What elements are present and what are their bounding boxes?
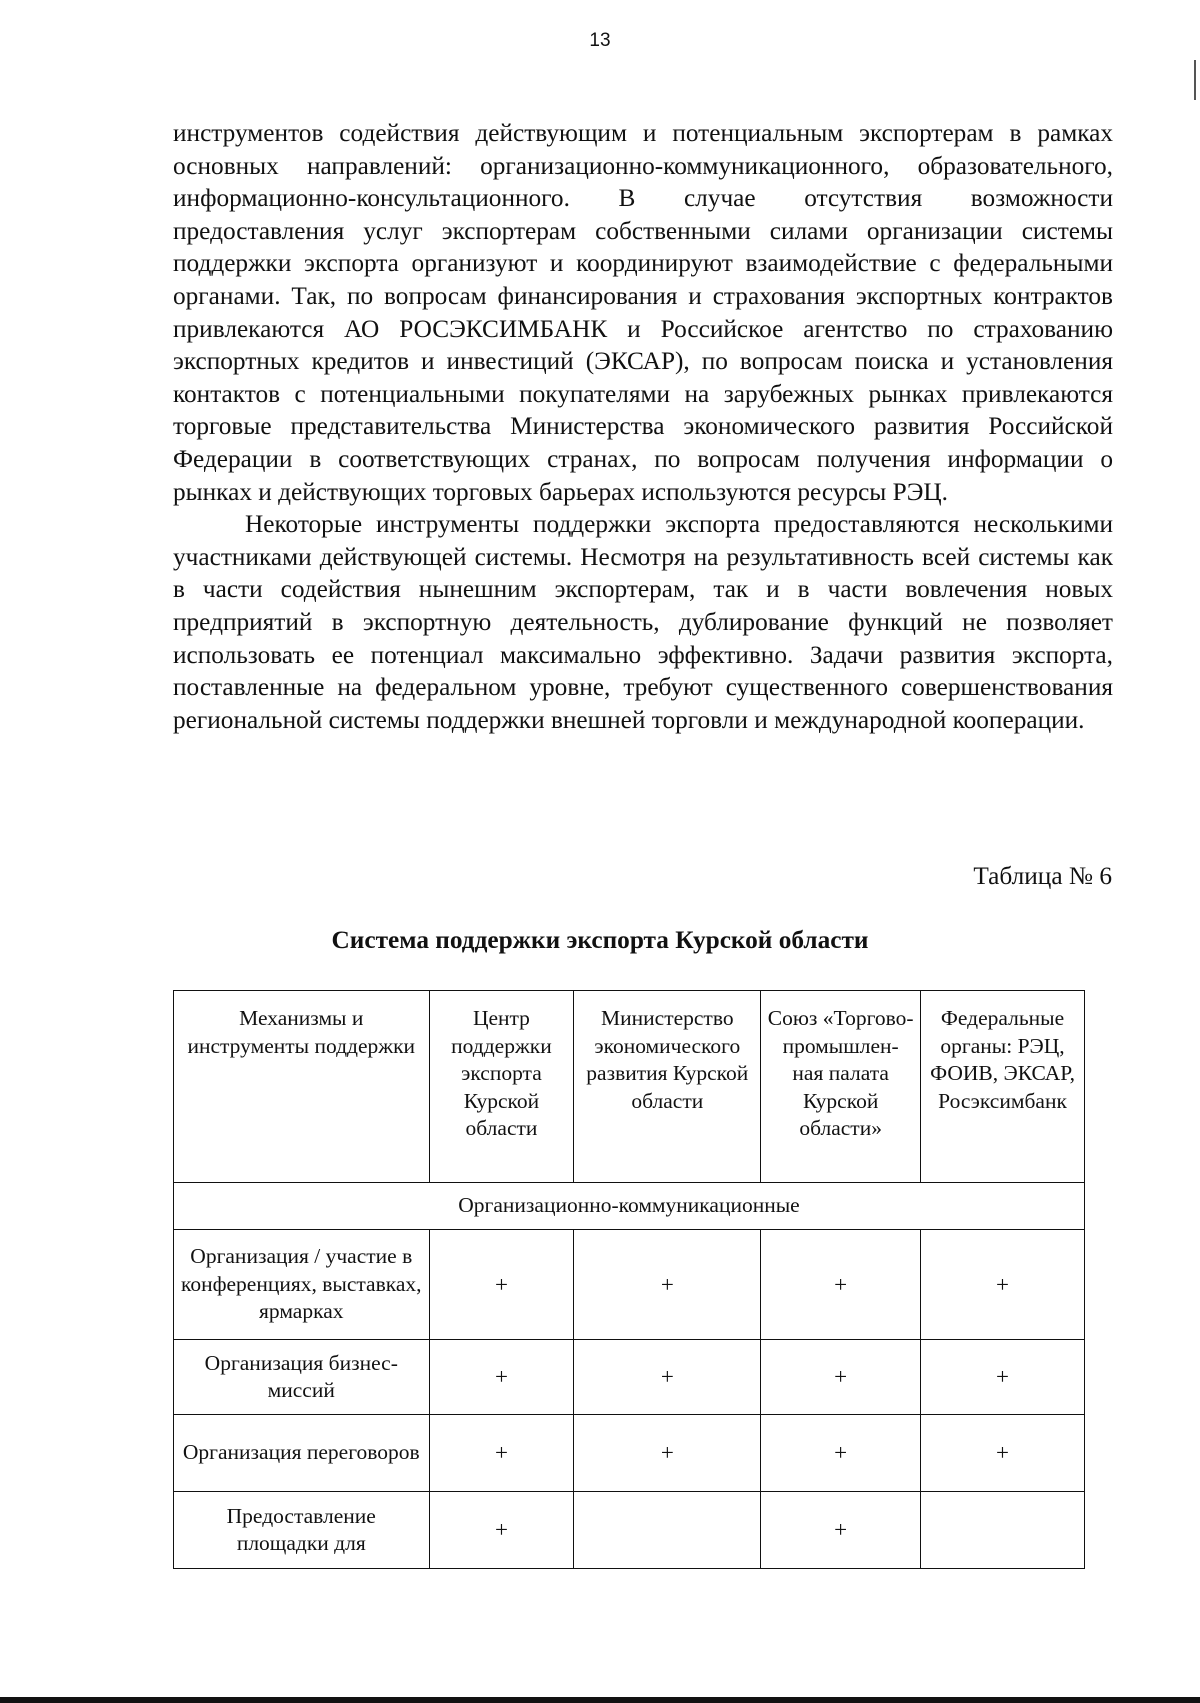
table-cell: + xyxy=(574,1415,761,1492)
table-row xyxy=(174,1230,1085,1340)
table-label: Таблица № 6 xyxy=(973,862,1112,890)
scan-bottom-edge xyxy=(0,1697,1200,1703)
scan-edge-mark xyxy=(1194,60,1196,100)
paragraph-1: инструментов содействия действующим и потенциальным экспортерам в рамках основных направлений: организационно-коммуникационного, образовательного, информационно-консультационного. В случае отсутствия возможности предоставления услуг экспортерам собственными силами организации системы поддержки экспорта организуют и координируют взаимодействие с федеральными органами. Так, по вопросам финансирования и страхования экспортных контрактов привлекаются АО РОСЭКСИМБАНК и Российское агентство по страхованию экспортных кредитов и инвестиций (ЭКСАР), по вопросам поиска и установления контактов с потенциальными покупателями на зарубежных рынках привлекаются торговые представительства Министерства экономического развития Российской Федерации в соответствующих странах, по вопросам получения информации о рынках и действующих торговых барьерах используются ресурсы РЭЦ. xyxy=(173,119,1113,506)
body-text xyxy=(173,117,1113,736)
header-export-center: Центр поддержки экспорта Курской области xyxy=(429,991,574,1183)
row-label: Предоставление площадки для xyxy=(174,1492,430,1569)
table-cell: + xyxy=(429,1415,574,1492)
table-cell: + xyxy=(921,1230,1085,1340)
table-title: Система поддержки экспорта Курской области xyxy=(331,926,869,954)
table-cell: + xyxy=(429,1340,574,1415)
paragraph-2: Некоторые инструменты поддержки экспорта предоставляются несколькими участниками действующей системы. Несмотря на результативность всей системы как в части содействия нынешним экспортерам, так и в части вовлечения новых предприятий в экспортную деятельность, дублирование функций не позволяет использовать ее потенциал максимально эффективно. Задачи развития экспорта, поставленные на федеральном уровне, требуют существенного совершенствования региональной системы поддержки внешней торговли и международной кооперации. xyxy=(173,510,1113,734)
table-cell: + xyxy=(761,1415,921,1492)
table-header-row xyxy=(174,991,1085,1183)
table-row xyxy=(174,1492,1085,1569)
row-label: Организация бизнес-миссий xyxy=(174,1340,430,1415)
section-title: Организационно-коммуникационные xyxy=(174,1183,1085,1230)
table-cell xyxy=(574,1492,761,1569)
row-label: Организация / участие в конференциях, выставках, ярмарках xyxy=(174,1230,430,1340)
table-cell xyxy=(921,1492,1085,1569)
table-section-row xyxy=(174,1183,1085,1230)
table-row xyxy=(174,1415,1085,1492)
export-support-table xyxy=(173,990,1085,1569)
row-label: Организация переговоров xyxy=(174,1415,430,1492)
table-cell: + xyxy=(429,1492,574,1569)
table-row xyxy=(174,1340,1085,1415)
header-ministry: Министерство экономического развития Курской области xyxy=(574,991,761,1183)
table-cell: + xyxy=(921,1415,1085,1492)
table-cell: + xyxy=(921,1340,1085,1415)
page-number: 13 xyxy=(589,30,611,51)
header-mechanisms: Механизмы и инструменты поддержки xyxy=(174,991,430,1183)
header-federal-bodies: Федеральные органы: РЭЦ, ФОИВ, ЭКСАР, Росэксимбанк xyxy=(921,991,1085,1183)
header-chamber-of-commerce: Союз «Торгово-промышлен-ная палата Курской области» xyxy=(761,991,921,1183)
table-cell: + xyxy=(429,1230,574,1340)
table-cell: + xyxy=(574,1230,761,1340)
table-cell: + xyxy=(574,1340,761,1415)
table-cell: + xyxy=(761,1340,921,1415)
table-cell: + xyxy=(761,1492,921,1569)
table-cell: + xyxy=(761,1230,921,1340)
